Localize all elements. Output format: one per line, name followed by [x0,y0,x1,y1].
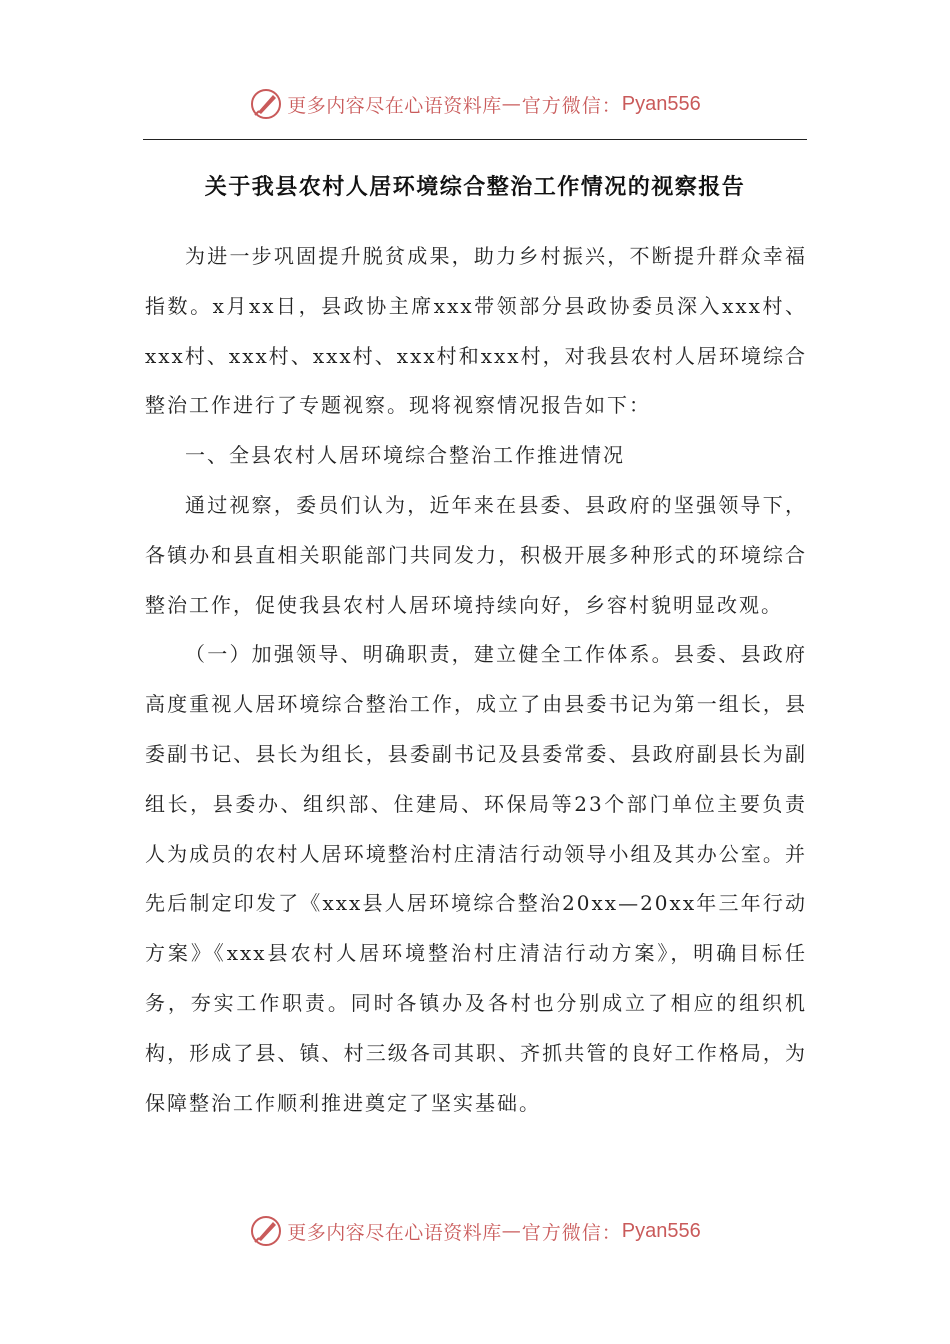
banner-wechat-id: Pyan556 [621,92,701,115]
paragraph-overview: 通过视察，委员们认为，近年来在县委、县政府的坚强领导下，各镇办和县直相关职能部门共同发力，积极开展多种形式的环境综合整治工作，促使我县农村人居环境持续向好，乡容村貌明显改观。 [145,492,807,617]
quill-logo-icon [249,1214,283,1248]
banner-separator: — [501,93,522,115]
banner-contact-label: 官方微信： [521,94,622,117]
document-title: 关于我县农村人居环境综合整治工作情况的视察报告 [204,174,746,200]
section-heading-1: 一、全县农村人居环境综合整治工作推进情况 [185,443,625,468]
banner-brand: 更多内容尽在心语资料库 [287,1221,502,1244]
document-body [145,232,807,1128]
banner-contact-label: 官方微信： [521,1221,622,1244]
quill-logo-icon [249,87,283,121]
banner-separator: — [501,1220,522,1242]
banner-brand: 更多内容尽在心语资料库 [287,94,502,117]
banner-wechat-id: Pyan556 [621,1219,701,1242]
paragraph-subsection-1: （一）加强领导、明确职责，建立健全工作体系。县委、县政府高度重视人居环境综合整治工作，成立了由县委书记为第一组长，县委副书记、县长为组长，县委副书记及县委常委、县政府副县长为副组长，县委办、组织部、住建局、环保局等23个部门单位主要负责人为成员的农村人居环境整治村庄清洁行动领导小组及其办公室。并先后制定印发了《xxx县人居环境综合整治20xx—20xx年三年行动方案》《xxx县农村人居环境整治村庄清洁行动方案》，明确目标任务，夯实工作职责。同时各镇办及各村也分别成立了相应的组织机构，形成了县、镇、村三级各司其职、齐抓共管的良好工作格局，为保障整治工作顺利推进奠定了坚实基础。 [145,642,807,1115]
header-rule [143,139,807,140]
header-banner [0,84,950,124]
footer-banner [0,1211,950,1251]
paragraph-intro: 为进一步巩固提升脱贫成果，助力乡村振兴，不断提升群众幸福指数。x月xx日，县政协主席xxx带领部分县政协委员深入xxx村、xxx村、xxx村、xxx村、xxx村和xxx村，对我县农村人居环境综合整治工作进行了专题视察。现将视察情况报告如下： [145,244,807,418]
